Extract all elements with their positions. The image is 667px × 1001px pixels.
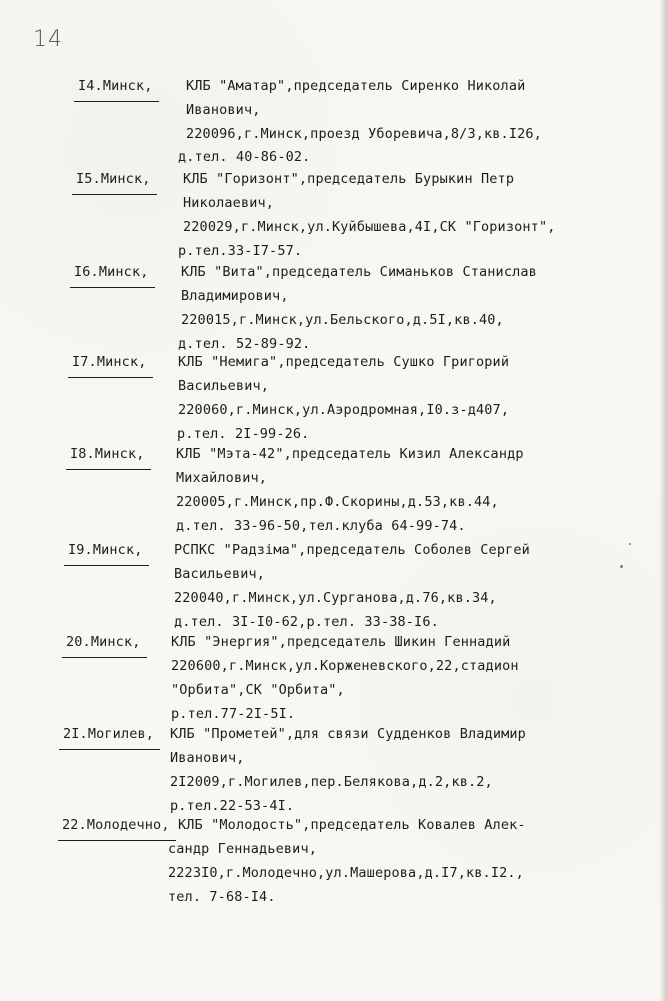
entry-line: 2223I0,г.Молодечно,ул.Машерова,д.I7,кв.I2., bbox=[168, 865, 524, 881]
entry-line: д.тел. 52-89-92. bbox=[178, 336, 311, 352]
entry-line: 220060,г.Минск,ул.Аэродромная,I0.з-д407, bbox=[178, 402, 510, 418]
page-number: 14 bbox=[33, 27, 63, 52]
entry-line: Иванович, bbox=[170, 750, 245, 766]
entry-line: КЛБ "Аматар",председатель Сиренко Николай bbox=[186, 78, 526, 94]
entry-number: I9.Минск, bbox=[68, 538, 143, 562]
entry-line: 220015,г.Минск,ул.Бельского,д.5I,кв.40, bbox=[181, 312, 504, 328]
entry-line: КЛБ "Молодость",председатель Ковалев Алек- bbox=[178, 817, 526, 833]
entry-line: Васильевич, bbox=[174, 566, 266, 582]
entry-line: д.тел. 40-86-02. bbox=[178, 149, 311, 165]
entry-number: 20.Минск, bbox=[66, 630, 141, 654]
entry-line: КЛБ "Вита",председатель Симаньков Станислав bbox=[181, 264, 537, 280]
entry-line: р.тел.22-53-4I. bbox=[170, 798, 295, 814]
entry-line: 2I2009,г.Могилев,пер.Белякова,д.2,кв.2, bbox=[170, 774, 493, 790]
page-edge-shadow bbox=[659, 0, 667, 1001]
entry-line: 220029,г.Минск,ул.Куйбышева,4I,СК "Горизонт", bbox=[183, 219, 556, 235]
entry-number: I4.Минск, bbox=[78, 74, 153, 98]
entry-line: д.тел. 3I-I0-62,р.тел. 33-38-I6. bbox=[174, 614, 439, 630]
ink-speck bbox=[629, 543, 631, 545]
entry-number: I8.Минск, bbox=[70, 442, 145, 466]
entry-line: КЛБ "Прометей",для связи Судденков Владимир bbox=[170, 726, 526, 742]
entry-line: Владимирович, bbox=[181, 288, 289, 304]
entry-line: р.тел. 2I-99-26. bbox=[177, 426, 310, 442]
entry-line: сандр Геннадьевич, bbox=[168, 841, 317, 857]
entry-number: 22.Молодечно, bbox=[62, 813, 170, 837]
entry-line: р.тел.33-I7-57. bbox=[178, 243, 303, 259]
entry-line: РСПКС "Радзіма",председатель Соболев Сергей bbox=[174, 542, 530, 558]
entry-line: 220040,г.Минск,ул.Сурганова,д.76,кв.34, bbox=[174, 590, 497, 606]
entry-line: Иванович, bbox=[186, 102, 261, 118]
entry-line: 220600,г.Минск,ул.Корженевского,22,стадион bbox=[171, 658, 519, 674]
entry-line: "Орбита",СК "Орбита", bbox=[171, 682, 345, 698]
entry-line: Михайлович, bbox=[176, 470, 268, 486]
ink-speck bbox=[620, 565, 623, 568]
entry-number: I7.Минск, bbox=[72, 350, 147, 374]
entry-line: Васильевич, bbox=[178, 378, 270, 394]
entry-line: 220005,г.Минск,пр.Ф.Скорины,д.53,кв.44, bbox=[176, 494, 499, 510]
entry-number: I6.Минск, bbox=[74, 260, 149, 284]
entry-number: 2I.Могилев, bbox=[63, 722, 154, 746]
entry-number: I5.Минск, bbox=[76, 167, 151, 191]
entry-line: Николаевич, bbox=[183, 195, 275, 211]
entry-line: КЛБ "Энергия",председатель Шикин Геннадий bbox=[171, 634, 511, 650]
entry-line: р.тел.77-2I-5I. bbox=[171, 706, 296, 722]
entry-line: 220096,г.Минск,проезд Уборевича,8/3,кв.I26, bbox=[186, 126, 542, 142]
entry-line: д.тел. 33-96-50,тел.клуба 64-99-74. bbox=[176, 518, 466, 534]
entry-line: тел. 7-68-I4. bbox=[168, 889, 276, 905]
entry-line: КЛБ "Горизонт",председатель Бурыкин Петр bbox=[183, 171, 515, 187]
entry-line: КЛБ "Немига",председатель Сушко Григорий bbox=[178, 354, 510, 370]
entry-line: КЛБ "Мэта-42",председатель Кизил Александр bbox=[176, 446, 524, 462]
